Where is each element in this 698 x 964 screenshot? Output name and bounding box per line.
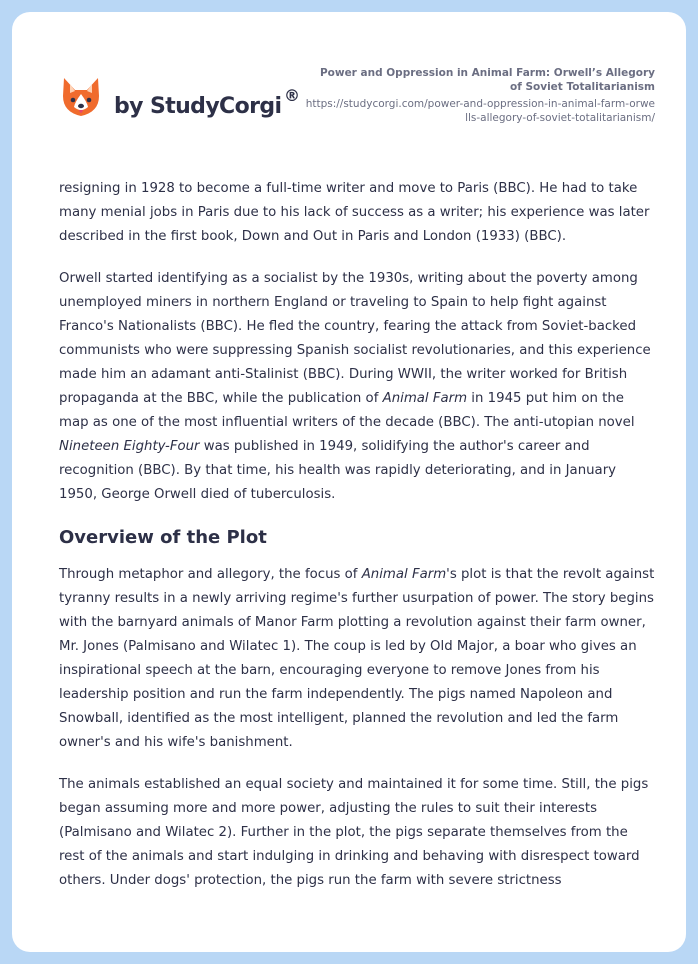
book-title-animal-farm: Animal Farm [382,391,468,406]
page-header [12,12,686,162]
paragraph-2-text: was published in 1949, solidifying the author's career and recognition (BBC). By that time, his health was rapidly deteriorating, and in January 1950, George Orwell died of tuberculosis. [59,439,617,502]
paragraph-4: The animals established an equal society and maintained it for some time. Still, the pigs began assuming more and more power, adjusting the rules to suit their interests (Palmisano and Wilatec 2). Further in the plot, the pigs separate themselves from the rest of the animals and start indulging in drinking and behaving with disrespect toward others. Under dogs' protection, the pigs run the farm with severe strictness [59,777,649,888]
logo-text: by StudyCorgi [114,94,282,119]
paragraph-1: resigning in 1928 to become a full-time writer and move to Paris (BBC). He had to take many menial jobs in Paris due to his lack of success as a writer; his experience was later described in the first book, Down and Out in Paris and London (1933) (BBC). [59,181,650,244]
document-title: Power and Oppression in Animal Farm: Orwell’s Allegory of Soviet Totalitarianism [319,67,655,93]
book-title-nineteen-eighty-four: Nineteen Eighty-Four [59,439,200,454]
section-heading-overview: Overview of the Plot [59,527,267,548]
document-page [12,12,686,952]
registered-mark: ® [284,86,300,105]
essay-content [59,177,657,911]
paragraph-3 [59,563,657,755]
paragraph-2-text: Orwell started identifying as a socialist by the 1930s, writing about the poverty among unemployed miners in northern England or traveling to Spain to help fight against Franco's Nationalists (BBC). He fled the country, fearing the attack from Soviet-backed communists who were suppressing Spanish socialist revolutionaries, and this experience made him an adamant anti-Stalinist (BBC). During WWII, the writer worked for British propaganda at the BBC, while the publication of [59,271,651,406]
paragraph-2-text: in 1945 put him on the map as one of the most influential writers of the decade (BBC). The anti-utopian novel [59,391,635,430]
studycorgi-logo[interactable] [60,76,310,126]
paragraph-3-text: Through metaphor and allegory, the focus of [59,567,362,582]
corgi-icon [60,76,102,122]
paragraph-3-text: 's plot is that the revolt against tyranny results in a newly arriving regime's further usurpation of power. The story begins with the barnyard animals of Manor Farm plotting a revolution against their farm owner, Mr. Jones (Palmisano and Wilatec 1). The coup is led by Old Major, a boar who gives an inspirational speech at the barn, encouraging everyone to remove Jones from his leadership position and run the farm independently. The pigs named Napoleon and Snowball, identified as the most intelligent, planned the revolution and led the farm owner's and his wife's banishment. [59,567,655,750]
paragraph-2 [59,267,657,507]
document-url[interactable]: https://studycorgi.com/power-and-oppression-in-animal-farm-orwells-allegory-of-soviet-totalitarianism/ [305,98,655,124]
book-title-animal-farm: Animal Farm [361,567,447,582]
